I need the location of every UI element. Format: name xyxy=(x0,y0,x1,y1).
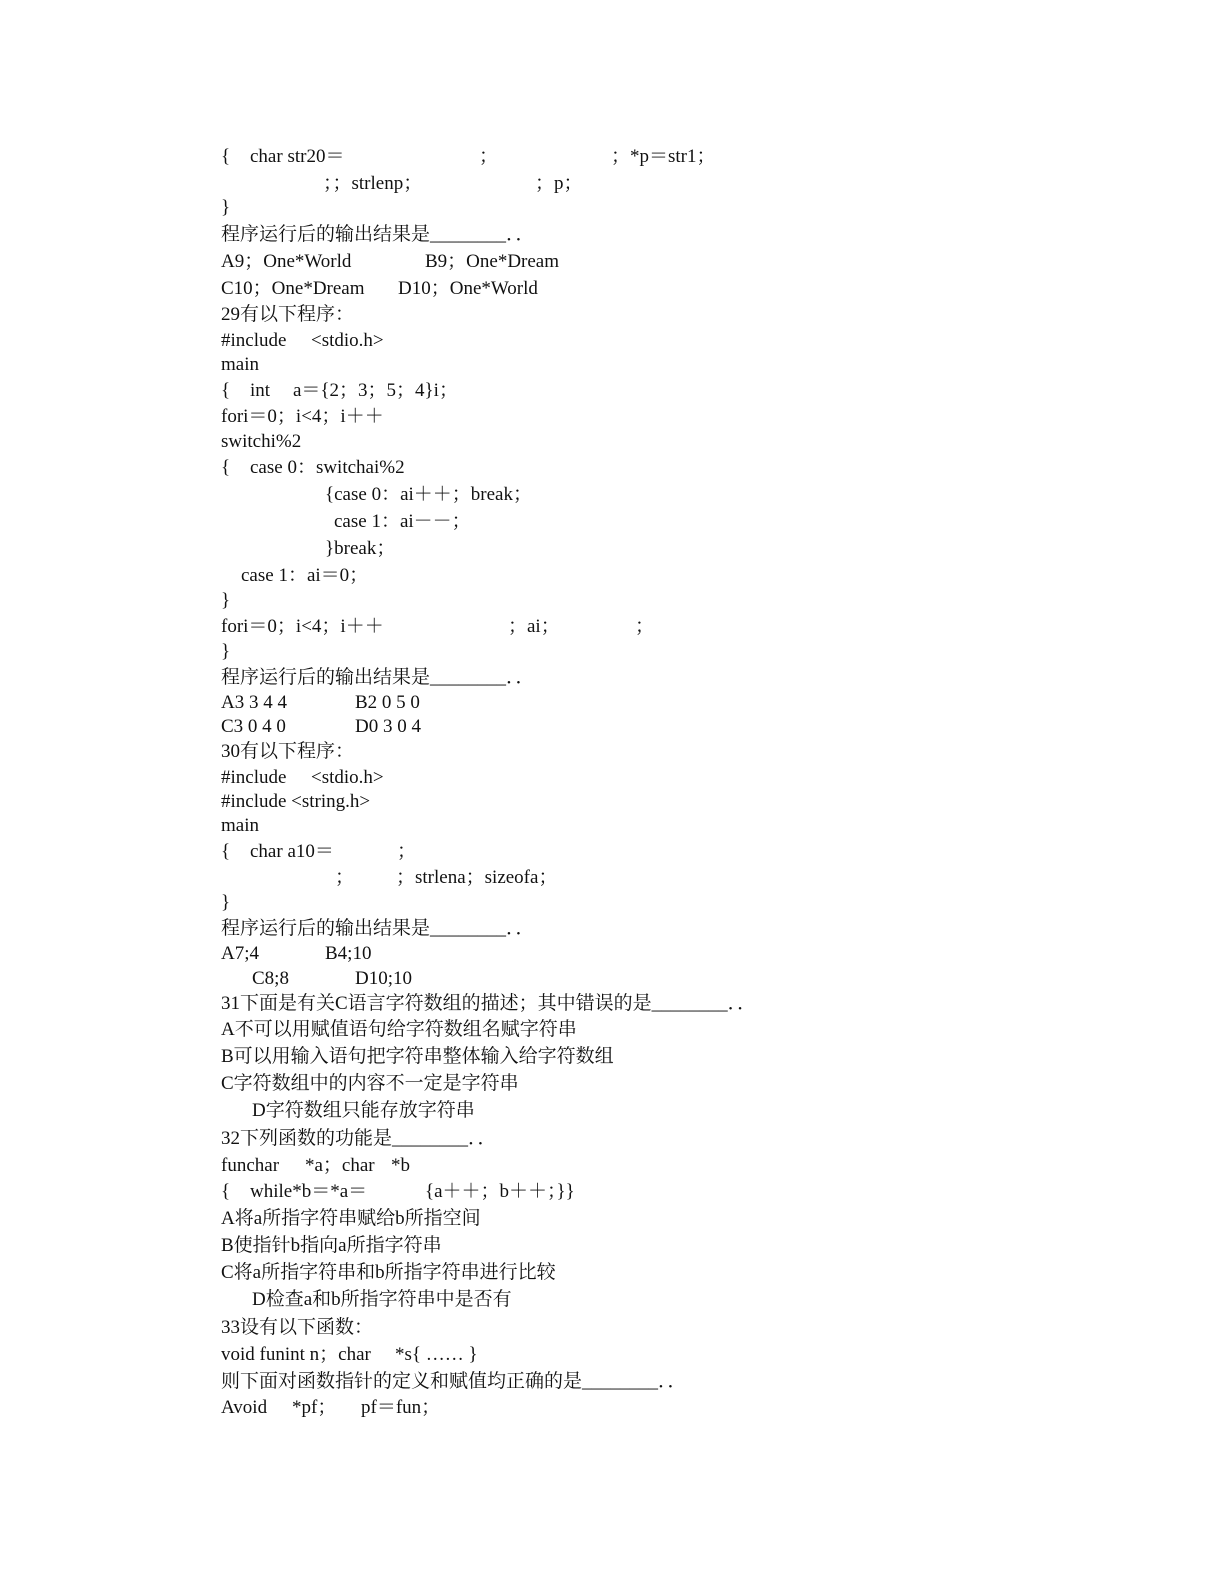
code-line xyxy=(0,765,1224,791)
option-d: D检查a和b所指字符串中是否有 xyxy=(252,1289,512,1310)
code-line xyxy=(0,813,1224,839)
answer-options xyxy=(0,714,1224,740)
option-b: B可以用输入语句把字符串整体输入给字符数组 xyxy=(221,1046,614,1067)
code-text: case 1：ai＝0； xyxy=(241,565,369,586)
question-text: 29有以下程序： xyxy=(221,304,355,325)
code-text: { xyxy=(221,457,231,478)
code-text: main xyxy=(221,815,259,836)
code-text: ；；strlenp； xyxy=(323,173,423,194)
option-c: C8;8 xyxy=(252,968,289,989)
question-title xyxy=(0,1315,1224,1341)
option-c: C3 0 4 0 xyxy=(221,716,286,737)
option-a: A3 3 4 4 xyxy=(221,692,287,713)
code-text: } xyxy=(221,590,231,611)
question-text: 程序运行后的输出结果是________．． xyxy=(221,224,535,245)
code-text: int xyxy=(250,380,271,401)
code-line xyxy=(0,865,1224,891)
code-text: }break； xyxy=(325,538,396,559)
code-line xyxy=(0,588,1224,614)
code-text: #include xyxy=(221,767,287,788)
answer-options xyxy=(0,941,1224,967)
code-text: ；p； xyxy=(535,173,583,194)
answer-options xyxy=(0,276,1224,302)
question-prompt xyxy=(0,222,1224,248)
question-title xyxy=(0,302,1224,328)
code-line xyxy=(0,839,1224,865)
option-d: D字符数组只能存放字符串 xyxy=(252,1100,475,1121)
answer-option xyxy=(0,1260,1224,1286)
code-text: char str20＝ xyxy=(250,146,345,167)
option-a-code: *pf； xyxy=(292,1397,337,1418)
question-prompt xyxy=(0,665,1224,691)
code-text: fori＝0；i<4；i＋＋ xyxy=(221,406,384,427)
code-text: void funint n；char xyxy=(221,1344,371,1365)
option-d: D0 3 0 4 xyxy=(355,716,421,737)
option-b: B4;10 xyxy=(325,943,372,964)
code-text: } xyxy=(221,892,231,913)
answer-option xyxy=(0,1206,1224,1232)
question-text: 30有以下程序： xyxy=(221,741,355,762)
code-line xyxy=(0,352,1224,378)
code-text: *s{ …… } xyxy=(395,1344,478,1365)
option-a: Avoid xyxy=(221,1397,268,1418)
code-text: { xyxy=(221,1181,231,1202)
code-line xyxy=(0,328,1224,354)
code-text: ；*p＝str1； xyxy=(611,146,716,167)
code-text: case 0：switchai%2 xyxy=(250,457,405,478)
answer-option xyxy=(0,1233,1224,1259)
answer-option xyxy=(0,1017,1224,1043)
code-text: <stdio.h> xyxy=(311,767,384,788)
answer-option xyxy=(0,1287,1224,1313)
question-text: 31下面是有关C语言字符数组的描述；其中错误的是________．． xyxy=(221,993,757,1014)
code-text: ；ai； xyxy=(508,616,560,637)
answer-option xyxy=(0,1071,1224,1097)
question-text: 33设有以下函数： xyxy=(221,1317,374,1338)
code-text: ； xyxy=(397,841,417,862)
option-b: B2 0 5 0 xyxy=(355,692,420,713)
code-text: #include <string.h> xyxy=(221,791,371,812)
question-text: 程序运行后的输出结果是________．． xyxy=(221,667,535,688)
question-title xyxy=(0,991,1224,1017)
code-text: {case 0：ai＋＋；break； xyxy=(325,484,532,505)
code-line xyxy=(0,890,1224,916)
option-b: B使指针b指向a所指字符串 xyxy=(221,1235,442,1256)
code-text: { xyxy=(221,841,231,862)
code-text: while*b＝*a＝ xyxy=(250,1181,368,1202)
code-text: } xyxy=(221,197,231,218)
code-line xyxy=(0,1342,1224,1368)
option-b: B9；One*Dream xyxy=(425,251,560,272)
code-line xyxy=(0,482,1224,508)
question-text: 程序运行后的输出结果是________．． xyxy=(221,918,535,939)
code-line xyxy=(0,614,1224,640)
option-a: A不可以用赋值语句给字符数组名赋字符串 xyxy=(221,1019,577,1040)
code-line xyxy=(0,378,1224,404)
code-text: funchar xyxy=(221,1155,280,1176)
option-d: D10；One*World xyxy=(398,278,538,299)
question-text: 则下面对函数指针的定义和赋值均正确的是________．． xyxy=(221,1371,687,1392)
code-line xyxy=(0,1179,1224,1205)
question-prompt xyxy=(0,916,1224,942)
answer-options xyxy=(0,249,1224,275)
code-text: {a＋＋；b＋＋；}} xyxy=(425,1181,575,1202)
answer-options xyxy=(0,966,1224,992)
code-line xyxy=(0,789,1224,815)
code-text: fori＝0；i<4；i＋＋ xyxy=(221,616,384,637)
code-text: ； xyxy=(635,616,655,637)
code-line xyxy=(0,195,1224,221)
code-text: *b xyxy=(391,1155,410,1176)
option-c: C将a所指字符串和b所指字符串进行比较 xyxy=(221,1262,556,1283)
code-line xyxy=(0,509,1224,535)
code-line xyxy=(0,404,1224,430)
code-text: { xyxy=(221,146,231,167)
option-a: A将a所指字符串赋给b所指空间 xyxy=(221,1208,481,1229)
code-line xyxy=(0,455,1224,481)
code-text: case 1：ai－－； xyxy=(334,511,471,532)
option-c: C10；One*Dream xyxy=(221,278,365,299)
code-text: <stdio.h> xyxy=(311,330,384,351)
answer-options xyxy=(0,690,1224,716)
question-prompt xyxy=(0,1369,1224,1395)
code-line xyxy=(0,639,1224,665)
code-text: ； xyxy=(335,867,355,888)
code-text: ；strlena；sizeofa； xyxy=(396,867,558,888)
code-text: switchi%2 xyxy=(221,431,302,452)
option-a-code: pf＝fun； xyxy=(361,1397,441,1418)
code-line xyxy=(0,144,1224,170)
question-title xyxy=(0,1126,1224,1152)
answer-option xyxy=(0,1395,1224,1421)
code-line xyxy=(0,563,1224,589)
code-line xyxy=(0,171,1224,197)
code-line xyxy=(0,1153,1224,1179)
code-text: } xyxy=(221,641,231,662)
option-c: C字符数组中的内容不一定是字符串 xyxy=(221,1073,519,1094)
question-title xyxy=(0,739,1224,765)
code-text: a＝{2；3；5；4}i； xyxy=(293,380,458,401)
code-text: main xyxy=(221,354,259,375)
code-text: #include xyxy=(221,330,287,351)
code-text: ； xyxy=(479,146,499,167)
answer-option xyxy=(0,1044,1224,1070)
code-line xyxy=(0,536,1224,562)
option-a: A7;4 xyxy=(221,943,259,964)
code-text: char a10＝ xyxy=(250,841,334,862)
option-d: D10;10 xyxy=(355,968,412,989)
option-a: A9；One*World xyxy=(221,251,352,272)
code-line xyxy=(0,429,1224,455)
question-text: 32下列函数的功能是________．． xyxy=(221,1128,497,1149)
code-text: *a；char xyxy=(305,1155,375,1176)
answer-option xyxy=(0,1098,1224,1124)
code-text: { xyxy=(221,380,231,401)
